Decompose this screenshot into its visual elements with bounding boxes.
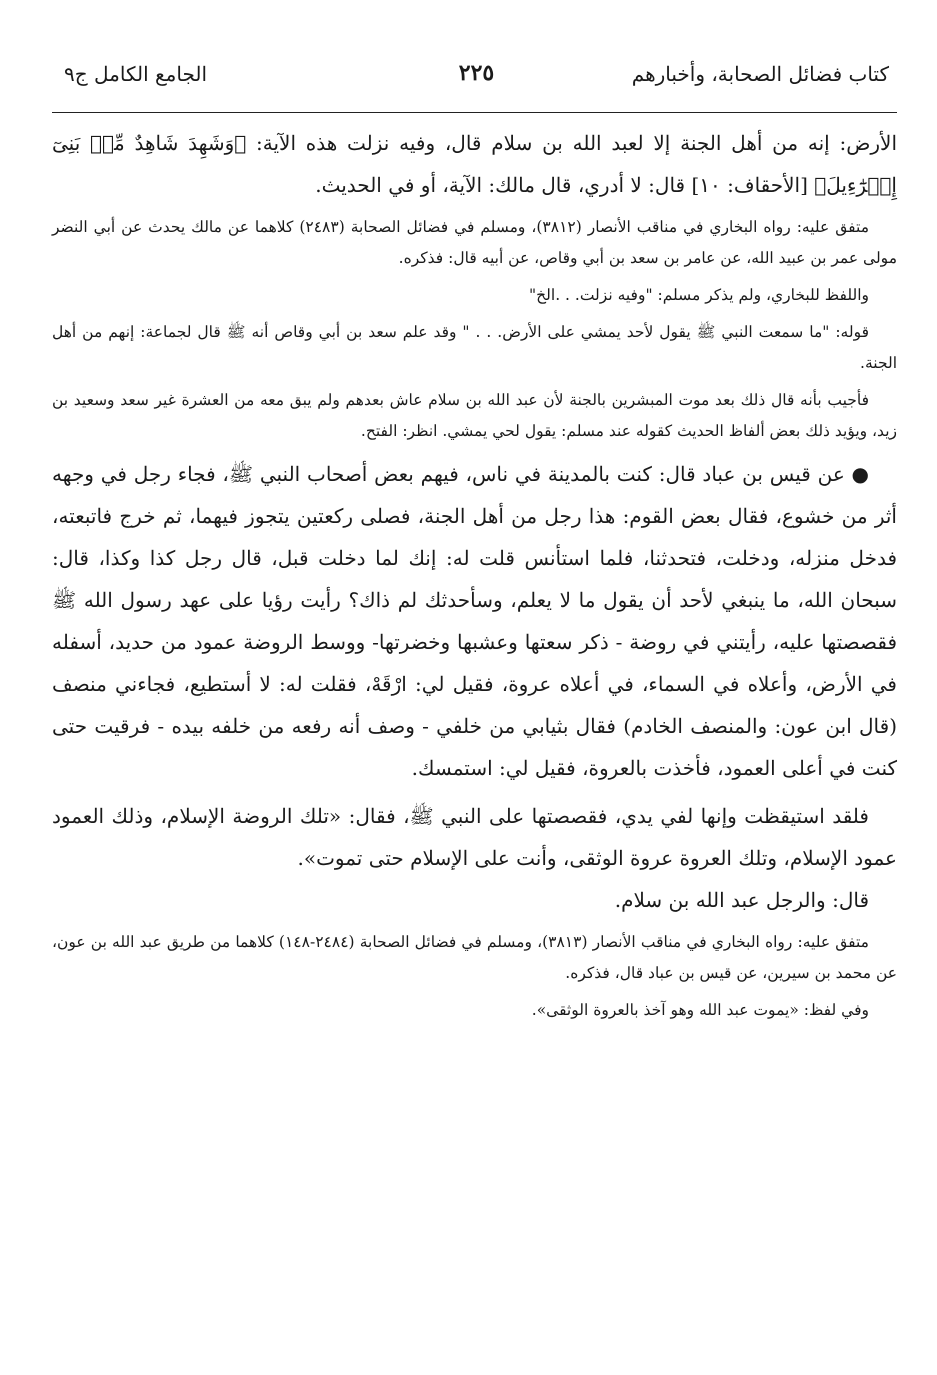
footnote-variant-wording: وفي لفظ: «يموت عبد الله وهو آخذ بالعروة الوثقى».	[531, 1001, 869, 1019]
page-body	[52, 122, 897, 1026]
running-header	[64, 58, 889, 98]
header-divider	[52, 112, 897, 113]
chapter-title: كتاب فضائل الصحابة، وأخبارهم	[631, 62, 889, 86]
hadith-conclusion: قال: والرجل عبد الله بن سلام.	[614, 888, 869, 912]
hadith-qays-narration: ● عن قيس بن عباد قال: كنت بالمدينة في ناس، فيهم بعض أصحاب النبي ﷺ، فجاء رجل في وجهه أثر من خشوع، فقال بعض القوم: هذا رجل من أهل الجنة، فصلى ركعتين يتجوز فيهما، ثم خرج فاتبعته، فدخل منزله، ودخلت، فتحدثنا، فلما استأنس قلت له: إنك لما دخلت قبل، قال رجل كذا وكذا، قال: سبحان الله، ما ينبغي لأحد أن يقول ما لا يعلم، وسأحدثك لم ذاك؟ رأيت رؤيا على عهد رسول الله ﷺ فقصصتها عليه، رأيتني في روضة - ذكر سعتها وعشبها وخضرتها- ووسط الروضة عمود من حديد، أسفله في الأرض، وأعلاه في السماء، في أعلاه عروة، فقيل لي: ارْقَهْ، فقلت له: لا أستطيع، فجاءني منصف (قال ابن عون: والمنصف الخادم) فقال بثيابي من خلفي - وصف أنه رفعه من خلفه بيده - فرقيت حتى كنت في أعلى العمود، فأخذت بالعروة، فقيل لي: استمسك.	[52, 462, 897, 780]
footnote-commentary-2: فأجيب بأنه قال ذلك بعد موت المبشرين بالجنة لأن عبد الله بن سلام عاش بعدهم ولم يبق معه من العشرة غير سعد وسعيد بن زيد، ويؤيد ذلك بعض ألفاظ الحديث كقوله عند مسلم: يقول لحي يمشي. انظر: الفتح.	[52, 391, 897, 440]
footnote-wording: واللفظ للبخاري، ولم يذكر مسلم: "وفيه نزلت. . .الخ"	[529, 286, 869, 304]
footnote-takhrij-1: متفق عليه: رواه البخاري في مناقب الأنصار (٣٨١٢)، ومسلم في فضائل الصحابة (٢٤٨٣) كلاهما عن مالك يحدث عن أبي النضر مولى عمر بن عبيد الله، عن عامر بن سعد بن أبي وقاص، عن أبيه قال: فذكره.	[52, 218, 897, 267]
footnote-commentary-1: قوله: "ما سمعت النبي ﷺ يقول لأحد يمشي على الأرض. . . " وقد علم سعد بن أبي وقاص أنه ﷺ قال لجماعة: إنهم من أهل الجنة.	[52, 323, 897, 372]
page-number: ٢٢٥	[458, 60, 495, 86]
paragraph-verse: الأرض: إنه من أهل الجنة إلا لعبد الله بن سلام قال، وفيه نزلت هذه الآية: ﴿وَشَهِدَ شَاهِدٌ مِّنۢ بَنِىٓ إِسۡرَٰٓءِيلَ﴾ [الأحقاف: ١٠] قال: لا أدري، قال مالك: الآية، أو في الحديث.	[52, 131, 898, 197]
book-title: الجامع الكامل ج٩	[64, 62, 208, 86]
hadith-dream-interpretation: فلقد استيقظت وإنها لفي يدي، فقصصتها على النبي ﷺ، فقال: «تلك الروضة الإسلام، وذلك العمود عمود الإسلام، وتلك العروة عروة الوثقى، وأنت على الإسلام حتى تموت».	[52, 804, 897, 870]
footnote-takhrij-2: متفق عليه: رواه البخاري في مناقب الأنصار (٣٨١٣)، ومسلم في فضائل الصحابة (٢٤٨٤-١٤٨) كلاهما من طريق عبد الله بن عون، عن محمد بن سيرين، عن قيس بن عباد قال، فذكره.	[52, 933, 897, 982]
